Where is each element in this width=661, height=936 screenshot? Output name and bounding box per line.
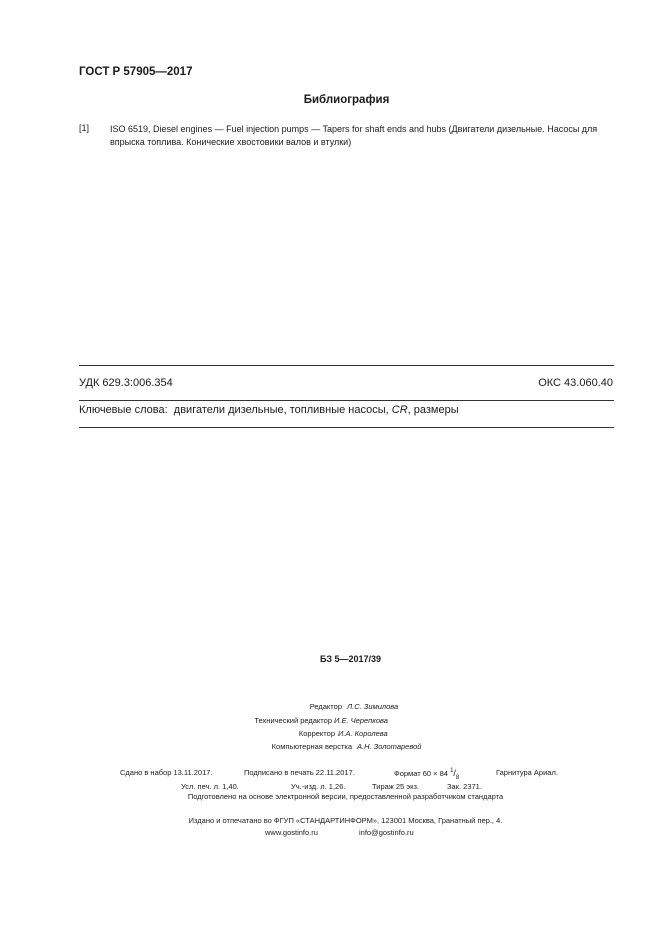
keywords-part1: двигатели дизельные, топливные насосы, [173,404,389,416]
fraction-numerator: 1 [450,768,454,774]
keywords-cr: CR [391,404,408,416]
divider-bottom [79,427,614,428]
format-text: Формат 60 × 84 [394,769,448,778]
order-number: Зак. 2371. [447,782,482,791]
publishing-sheets: Уч.-изд. л. 1,26. [291,782,346,791]
credit-role: Технический редактор [254,716,332,725]
credit-name: Л.С. Зимилова [347,702,399,711]
credit-name: И.А. Королева [338,729,388,738]
credit-role: Корректор [298,729,335,738]
print-run: Тираж 25 экз. [372,782,420,791]
format-fraction: $^1/_8$ [450,768,460,781]
sent-to-typesetting: Сдано в набор 13.11.2017. [120,768,213,777]
document-code: ГОСТ Р 57905—2017 [79,66,193,78]
keywords-line [79,404,459,416]
conventional-sheets: Усл. печ. л. 1,40. [181,782,239,791]
credit-role: Редактор [309,702,342,711]
reference-number: [1] [79,123,90,133]
bibliography-title: Библиография [303,94,390,106]
fraction-denominator: 8 [455,774,460,781]
email-link[interactable]: info@gostinfo.ru [359,828,414,837]
prepared-note: Подготовлено на основе электронной версии, предоставленной разработчиком стандарта [187,792,504,801]
bz-number: БЗ 5—2017/39 [319,654,382,664]
publisher-line: Издано и отпечатано во ФГУП «СТАНДАРТИНФОРМ», 123001 Москва, Гранатный пер., 4. [188,816,503,825]
credit-role: Компьютерная верстка [271,742,352,751]
paper-format [394,768,459,781]
keywords-label: Ключевые слова: [79,404,168,416]
credit-name: А.Н. Золотаревой [357,742,422,751]
divider-middle [79,400,614,401]
typeface: Гарнитура Ариал. [496,768,558,777]
oks-code: ОКС 43.060.40 [538,377,613,389]
udc-code: УДК 629.3:006.354 [79,377,173,389]
reference-text: ISO 6519, Diesel engines — Fuel injection pumps — Tapers for shaft ends and hubs (Двигатели дизельные. Насосы для впрыска топлива. Конические хвостовики валов и втулки) [110,124,598,147]
keywords-part2: , размеры [407,404,459,416]
website-link[interactable]: www.gostinfo.ru [265,828,318,837]
signed-to-print: Подписано в печать 22.11.2017. [244,768,355,777]
divider-top [79,365,614,366]
credit-name: И.Е. Черепкова [334,716,388,725]
